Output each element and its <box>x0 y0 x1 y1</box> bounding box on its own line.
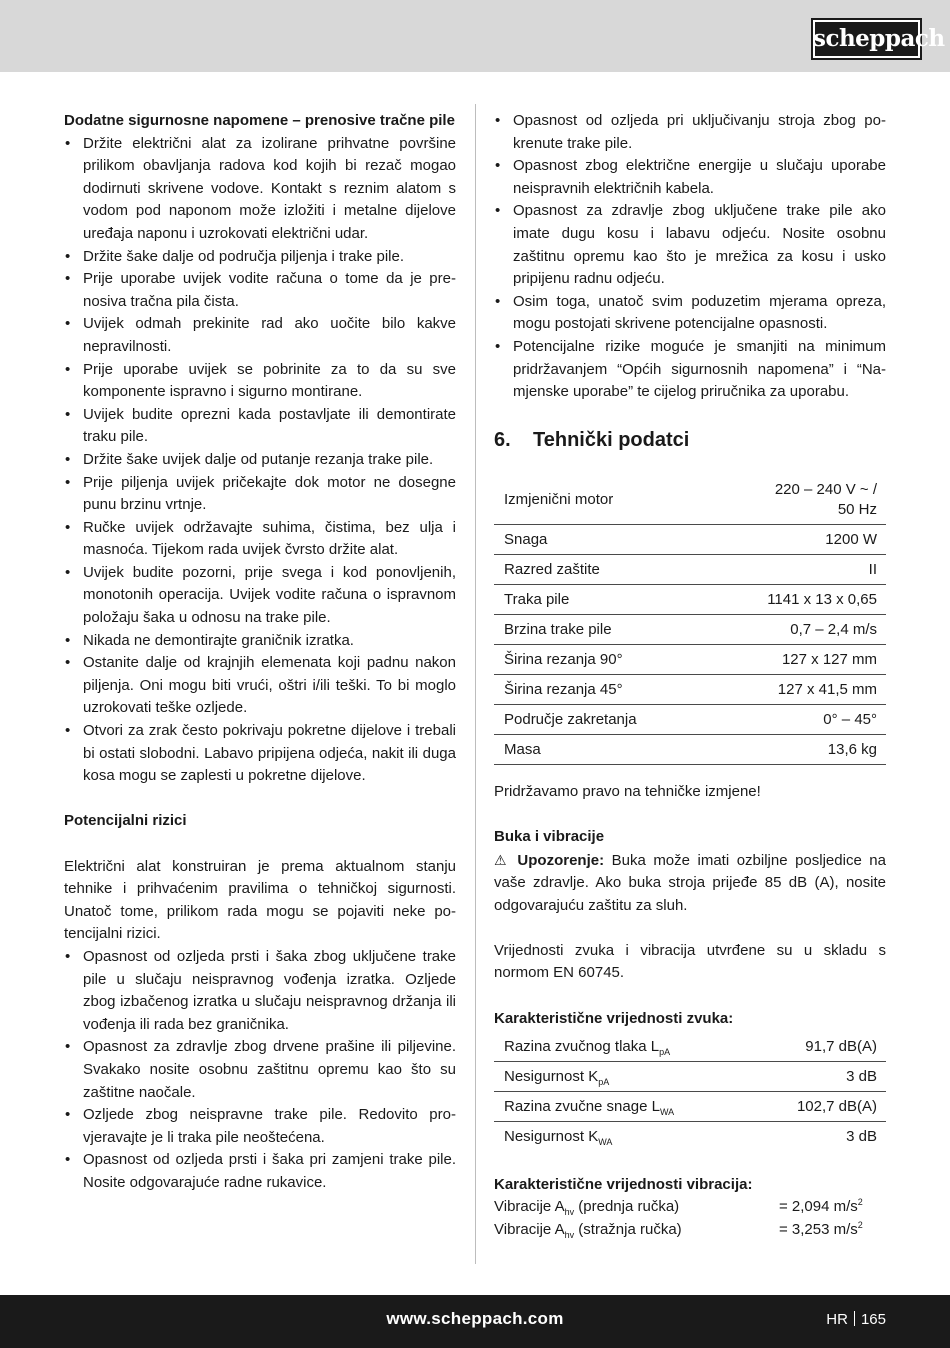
specs-table <box>494 475 886 765</box>
vibration-value: = 3,253 $m/s^2$ <box>779 1220 863 1239</box>
warning-label: Upozorenje: <box>517 851 605 869</box>
sound-label: Nesigurnost $K_{WA}$ <box>504 1128 613 1148</box>
risks-heading: Potencijalni rizici <box>64 812 187 830</box>
vibration-row <box>494 1219 886 1242</box>
spec-label: Širina rezanja 45° <box>494 674 700 704</box>
table-row <box>494 674 886 704</box>
left-column <box>64 110 456 1195</box>
spec-value: 1141 x 13 x 0,65 <box>700 584 886 614</box>
spec-value: 0,7 – 2,4 m/s <box>700 614 886 644</box>
list-item: • Otvori za zrak često pokrivaju pokretne dijelove i trebali bi ostati slobodni. Labavo pripijena odjeća, nakit ili duga kosa mogu se zaplesti u pokretne dijelove. <box>64 720 456 788</box>
spec-value: II <box>700 554 886 584</box>
footer-bar <box>0 1295 950 1348</box>
list-item: • Ručke uvijek održavajte suhima, čistima, bez ulja i masnoća. Tijekom rada uvijek čvrsto držite alat. <box>64 517 456 562</box>
table-row <box>494 704 886 734</box>
list-item: • Držite šake uvijek dalje od putanje rezanja trake pile. <box>64 449 456 472</box>
spec-value: 220 – 240 V ~ / 50 Hz <box>700 475 886 525</box>
sound-value: 3 dB <box>751 1062 886 1092</box>
sound-label: Nesigurnost $K_{pA}$ <box>494 1062 751 1092</box>
warning-text: Buka može imati ozbiljne posljedice na vaše zdravlje. Ako buka stroja prijeđe 85 dB (A), nosite odgovarajuću zaštitu za sluh. <box>494 851 886 914</box>
column-divider <box>475 104 476 1264</box>
vibration-value: = 2,094 $m/s^2$ <box>779 1197 863 1216</box>
brand-logo <box>811 18 945 60</box>
spec-label: Brzina trake pile <box>494 614 700 644</box>
list-item: • Držite šake dalje od područja piljenja i trake pile. <box>64 246 456 269</box>
risks-list-continued <box>494 110 886 404</box>
sound-value: 102,7 dB(A) <box>751 1092 886 1122</box>
list-item: • Prije piljenja uvijek pričekajte dok motor ne dosegne punu brzinu vrtnje. <box>64 472 456 517</box>
standard-text: Vrijednosti zvuka i vibracija utvrđene su u skladu s normom EN 60745. <box>494 941 886 982</box>
list-item: • Osim toga, unatoč svim poduzetim mjerama opreza, mogu postojati skrivene potencijalne opasnosti. <box>494 291 886 336</box>
sound-value: 91,7 dB(A) <box>751 1032 886 1062</box>
vibration-heading: Karakteristične vrijednosti vibracija: <box>494 1175 753 1193</box>
warning-icon: ⚠ <box>494 851 510 868</box>
page-indicator <box>826 1309 886 1332</box>
table-row <box>494 584 886 614</box>
spec-value: 1200 W <box>700 524 886 554</box>
safety-heading: Dodatne sigurnosne napomene – prenosive tračne pile <box>64 112 455 129</box>
spec-value: 0° – 45° <box>700 704 886 734</box>
list-item: • Prije uporabe uvijek se pobrinite za to da su sve komponente ispravno i sigurno montirane. <box>64 359 456 404</box>
vibration-row <box>494 1196 886 1219</box>
header-bar <box>0 0 950 72</box>
spec-label: Snaga <box>494 524 700 554</box>
footer-url[interactable]: www.scheppach.com <box>386 1309 564 1328</box>
page-separator <box>854 1311 855 1326</box>
list-item: • Opasnost od ozljeda prsti i šaka zbog uključene trake pile u slučaju neispravnog vođenja izratka. Ozljede zbog izbačenog izratka u slučaju neispravnog držanja ili vođenja ili rada bez graničnika. <box>64 946 456 1036</box>
list-item: • Opasnost za zdravlje zbog drvene prašine ili piljevine. Svakako nosite osobnu zaštitnu opremu kao što su zaštitne naočale. <box>64 1036 456 1104</box>
list-item: • Ozljede zbog neispravne trake pile. Redovito provjeravajte je li traka pile neoštećena. <box>64 1104 456 1149</box>
sound-value: 3 dB <box>846 1128 877 1146</box>
list-item: • Opasnost za zdravlje zbog uključene trake pile ako imate dugu kosu i labavu odjeću. Nosite osobnu zaštitnu opremu kao što je mrežica za kosu i usko pripijenu radnu odjeću. <box>494 200 886 290</box>
list-item: • Opasnost od ozljeda prsti i šaka pri zamjeni trake pile. Nosite odgovarajuće radne rukavice. <box>64 1149 456 1194</box>
spec-label: Traka pile <box>494 584 700 614</box>
spec-label: Širina rezanja 90° <box>494 644 700 674</box>
table-row <box>494 614 886 644</box>
spec-value: 127 x 127 mm <box>700 644 886 674</box>
section-number: 6. <box>494 428 511 451</box>
language-code: HR <box>826 1311 848 1328</box>
list-item: • Uvijek budite pozorni, prije svega i kod ponovljenih, monotonih operacija. Uvijek vodite računa o ispravnom položaju šaka u odnosu na trake pile. <box>64 562 456 630</box>
sound-table <box>494 1032 886 1151</box>
list-item: • Potencijalne rizike moguće je smanjiti na minimum pridržavanjem “Općih sigurnosnih napomena” i “Namjenske uporabe” te cijelog priručnika za uporabu. <box>494 336 886 404</box>
vibration-label: Vibracije $A_{hv}$ (stražnja ručka) <box>494 1221 682 1241</box>
page-number: 165 <box>860 1311 886 1328</box>
list-item: • Ostanite dalje od krajnjih elemenata koji padnu nakon piljenja. Oni mogu biti vrući, oštri i/ili teški. To bi moglo uzrokovati teške ozljede. <box>64 652 456 720</box>
table-row <box>494 1092 886 1122</box>
list-item: • Prije uporabe uvijek vodite računa o tome da je prenosiva tračna pila čista. <box>64 268 456 313</box>
noise-warning <box>494 849 886 918</box>
table-row <box>494 734 886 764</box>
table-row <box>494 524 886 554</box>
noise-heading: Buka i vibracije <box>494 827 605 845</box>
list-item: • Uvijek odmah prekinite rad ako uočite bilo kakve nepravilnosti. <box>64 313 456 358</box>
sound-label: Razina zvučnog tlaka $L_{pA}$ <box>494 1032 751 1062</box>
list-item: • Opasnost od ozljeda pri uključivanju stroja zbog pokrenute trake pile. <box>494 110 886 155</box>
risks-intro: Električni alat konstruiran je prema aktualnom stanju tehnike i prihvaćenim pravilima o tehničkoj sigurnosti. Unatoč tome, prilikom rada mogu se pojaviti neke potencijalni rizici. <box>64 857 456 943</box>
section-title <box>494 427 886 453</box>
risks-list <box>64 946 456 1195</box>
spec-label: Razred zaštite <box>494 554 700 584</box>
sound-heading: Karakteristične vrijednosti zvuka: <box>494 1009 734 1027</box>
vibration-label: Vibracije $A_{hv}$ (prednja ručka) <box>494 1198 680 1218</box>
section-title-text: Tehnički podatci <box>533 428 690 451</box>
spec-label: Masa <box>494 734 700 764</box>
right-column <box>494 110 886 1242</box>
table-row <box>494 1032 886 1062</box>
spec-label: Područje zakretanja <box>494 704 700 734</box>
brand-logo-text: scheppach <box>813 25 945 52</box>
spec-value: 13,6 kg <box>700 734 886 764</box>
table-row <box>494 1122 886 1152</box>
spec-label: Izmjenični motor <box>494 475 700 525</box>
list-item: • Opasnost zbog električne energije u slučaju uporabe neispravnih električnih kabela. <box>494 155 886 200</box>
table-row <box>494 554 886 584</box>
list-item: • Držite električni alat za izolirane prihvatne površine prilikom obavljanja radova kod kojih bi rezač mogao dodirnuti skrivene vodove. Kontakt s reznim alatom s vodom pod naponom može izložiti i metalne dijelove uređaja naponu i uzrokovati električni udar. <box>64 133 456 246</box>
safety-list <box>64 133 456 788</box>
table-row <box>494 475 886 525</box>
table-row <box>494 644 886 674</box>
spec-value: 127 x 41,5 mm <box>700 674 886 704</box>
list-item: • Nikada ne demontirajte graničnik izratka. <box>64 630 456 653</box>
reserve-note: Pridržavamo pravo na tehničke izmjene! <box>494 782 761 800</box>
list-item: • Uvijek budite oprezni kada postavljate ili demontirate traku pile. <box>64 404 456 449</box>
sound-label: Razina zvučne snage $L_{WA}$ <box>494 1092 751 1122</box>
table-row <box>494 1062 886 1092</box>
